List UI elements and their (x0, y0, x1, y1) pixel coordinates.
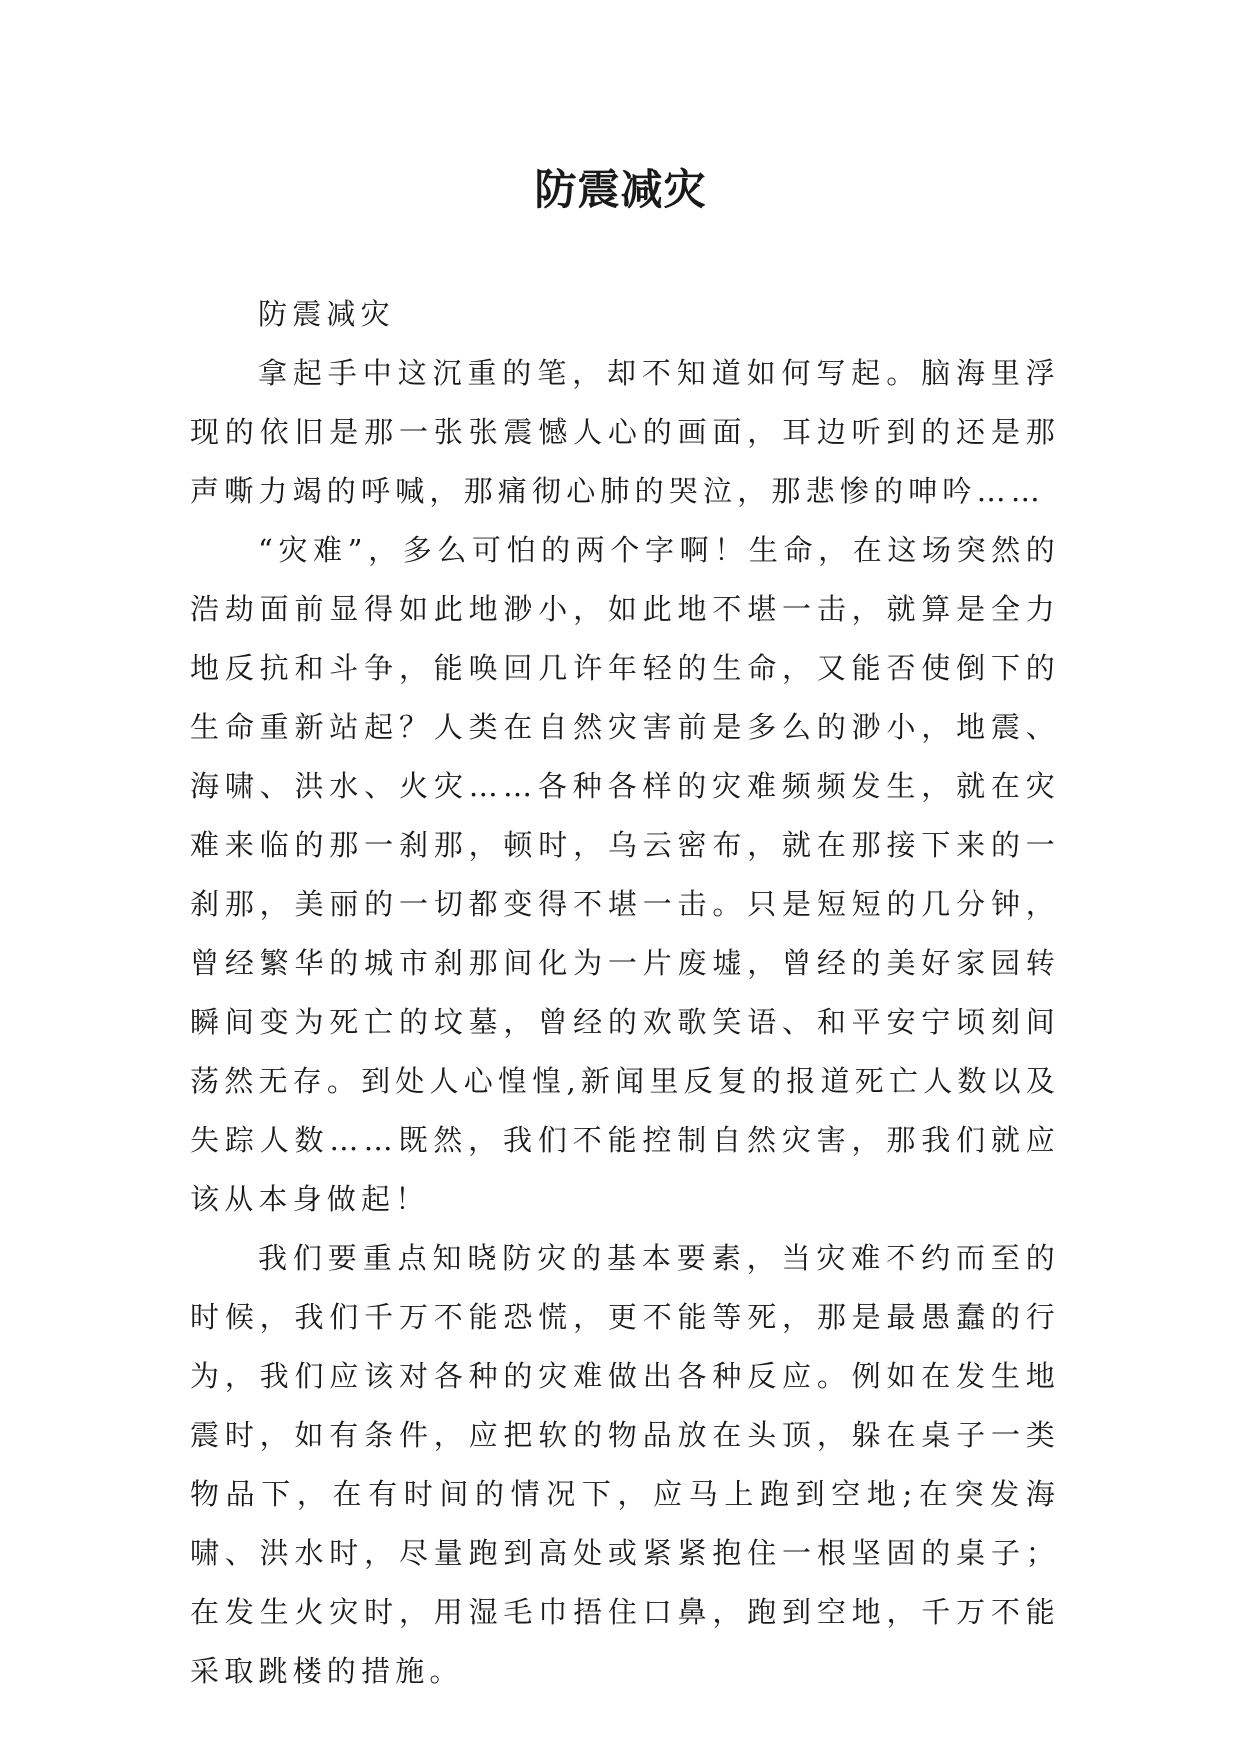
paragraph: 拿起手中这沉重的笔，却不知道如何写起。脑海里浮现的依旧是那一张张震憾人心的画面，耳边听到的还是那声嘶力竭的呼喊，那痛彻心肺的哭泣，那悲惨的呻吟…… (190, 356, 1060, 508)
paragraph: “灾难”，多么可怕的两个字啊！生命，在这场突然的浩劫面前显得如此地渺小，如此地不堪一击，就算是全力地反抗和斗争，能唤回几许年轻的生命，又能否使倒下的生命重新站起？人类在自然灾害前是多么的渺小，地震、海啸、洪水、火灾……各种各样的灾难频频发生，就在灾难来临的那一刹那，顿时，乌云密布，就在那接下来的一刹那，美丽的一切都变得不堪一击。只是短短的几分钟，曾经繁华的城市刹那间化为一片废墟，曾经的美好家园转瞬间变为死亡的坟墓，曾经的欢歌笑语、和平安宁顷刻间荡然无存。到处人心惶惶,新闻里反复的报道死亡人数以及失踪人数……既然，我们不能控制自然灾害，那我们就应该从本身做起！ (190, 533, 1060, 1216)
paragraph-heading: 防震减灾 (258, 297, 395, 331)
document-body (190, 285, 1060, 1701)
document-title: 防震减灾 (534, 165, 707, 214)
paragraph: 我们要重点知晓防灾的基本要素，当灾难不约而至的时候，我们千万不能恐慌，更不能等死，那是最愚蠢的行为，我们应该对各种的灾难做出各种反应。例如在发生地震时，如有条件，应把软的物品放在头顶，躲在桌子一类物品下，在有时间的情况下，应马上跑到空地;在突发海啸、洪水时，尽量跑到高处或紧紧抱住一根坚固的桌子；在发生火灾时，用湿毛巾捂住口鼻，跑到空地，千万不能采取跳楼的措施。 (190, 1241, 1060, 1688)
